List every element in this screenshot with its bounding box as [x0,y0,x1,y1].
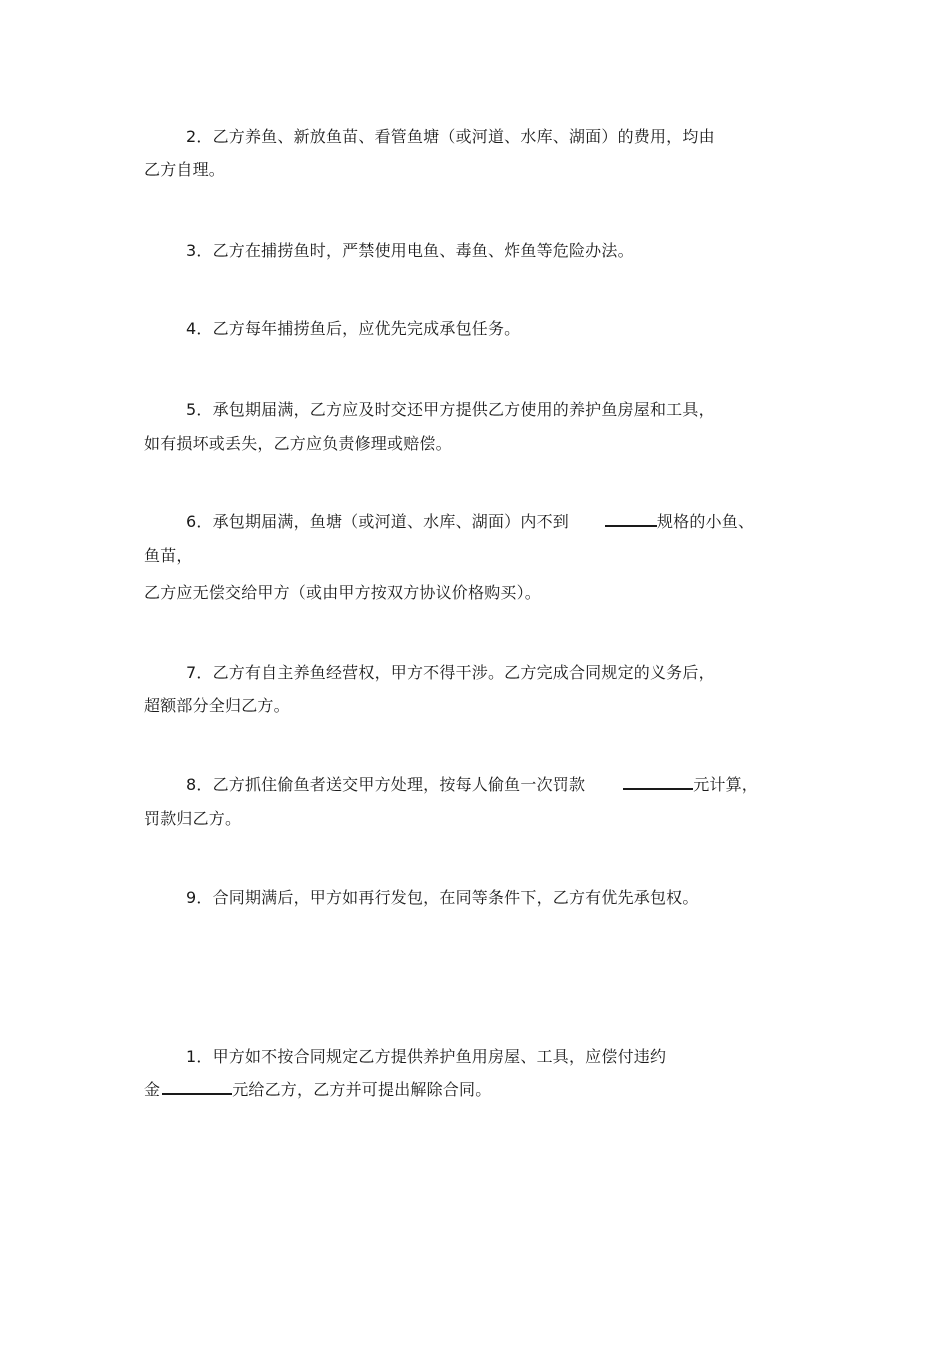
item-6-line-1-text-b: 规格的小鱼、 [656,512,755,531]
blank-field [623,774,693,790]
item-3-line-1: 3．乙方在捕捞鱼时，严禁使用电鱼、毒鱼、炸鱼等危险办法。 [186,241,634,260]
article-6-heading [182,964,210,988]
item-8-line-1-text-a: 8．乙方抓住偷鱼者送交甲方处理，按每人偷鱼一次罚款 [186,775,586,794]
item-5-line-2: 如有损坏或丢失，乙方应负责修理或赔偿。 [144,434,452,453]
blank-field [162,1079,232,1095]
item-6-line-1-text-a: 6．承包期届满，鱼塘（或河道、水库、湖面）内不到 [186,512,569,531]
article-6-item-1-line-1: 1．甲方如不按合同规定乙方提供养护鱼用房屋、工具，应偿付违约 [186,1047,667,1066]
item-4-line-1: 4．乙方每年捕捞鱼后，应优先完成承包任务。 [186,319,521,338]
item-8-line-1 [186,773,758,797]
item-2-line-2: 乙方自理。 [144,160,226,179]
item-6-line-3: 乙方应无偿交给甲方（或由甲方按双方协议价格购买）。 [144,583,542,602]
item-6-line-2: 鱼苗， [144,546,193,565]
item-7-line-1: 7．乙方有自主养鱼经营权，甲方不得干涉。乙方完成合同规定的义务后， [186,663,715,682]
item-9-line-1: 9．合同期满后，甲方如再行发包，在同等条件下，乙方有优先承包权。 [186,888,699,907]
blank-field [605,511,657,527]
item-8-line-1-text-b: 元计算， [693,775,758,794]
item-7-line-2: 超额部分全归乙方。 [144,696,290,715]
item-6-line-1 [186,510,754,534]
item-8-line-2: 罚款归乙方。 [144,809,242,828]
article-6-item-1-line-2 [144,1078,491,1102]
item-5-line-1: 5．承包期届满，乙方应及时交还甲方提供乙方使用的养护鱼房屋和工具， [186,400,715,419]
article-6-item-1-line-2-text-b: 元给乙方，乙方并可提出解除合同。 [232,1080,492,1099]
item-2-line-1: 2．乙方养鱼、新放鱼苗、看管鱼塘（或河道、水库、湖面）的费用，均由 [186,127,715,146]
article-6-item-1-line-2-text-a: 金 [144,1080,161,1099]
